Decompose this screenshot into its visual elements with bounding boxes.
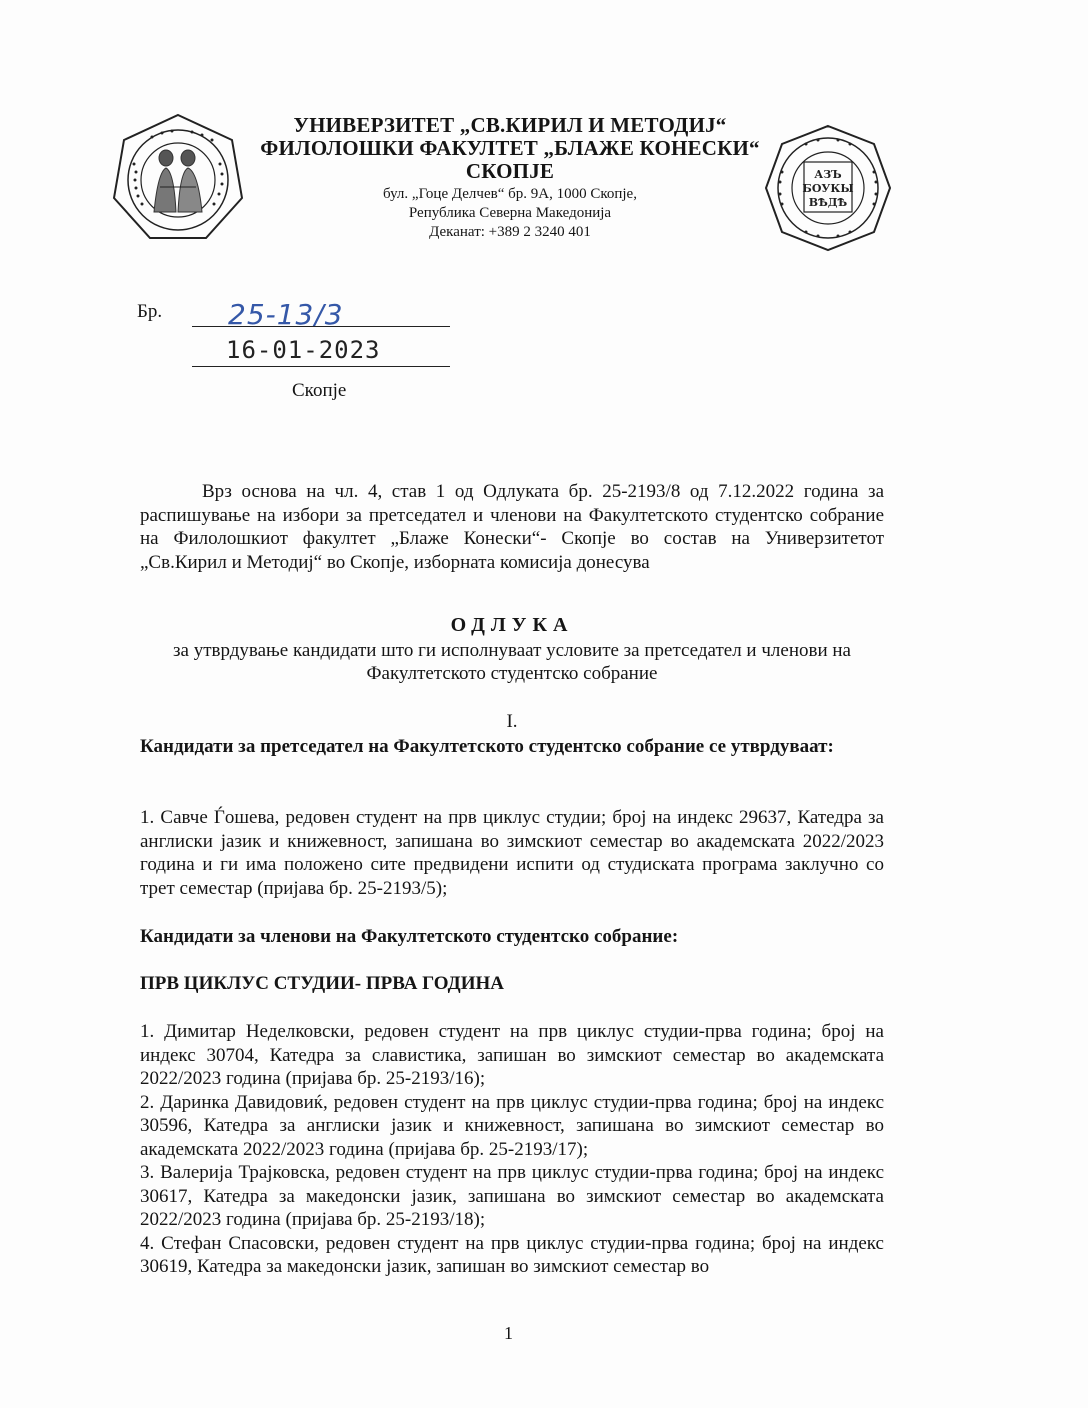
city-heading: СКОПЈЕ (465, 159, 555, 183)
list-item: 4. Стефан Спасовски, редовен студент на прв циклус студии-прва година; број на индекс 30619, Катедра за македонски јазик, запишан во зимскиот семестар во (140, 1232, 884, 1277)
decision-title: ОДЛУКА (450, 614, 574, 636)
registration-date-stamp: 16-01-2023 (226, 336, 381, 364)
seal-text-1: АЗЪ (814, 168, 842, 181)
country-line: Република Северна Македонија (408, 205, 612, 221)
faculty-seal-logo (762, 122, 894, 254)
decision-subtitle: за утврдување кандидати што ги исполнуваат условите за претседател и членови на Факултетското студентско собрание (173, 640, 851, 684)
registration-label: Бр. (137, 301, 163, 322)
seal-text-3: ВѢДѢ (808, 196, 848, 209)
faculty-name: ФИЛОЛОШКИ ФАКУЛТЕТ „БЛАЖЕ КОНЕСКИ“ (260, 136, 760, 160)
members-list (140, 1020, 884, 1279)
list-item: 3. Валерија Трајковска, редовен студент на прв циклус студии-прва година; број на индекс 30617, Катедра за македонски јазик, запишана во зимскиот семестар во академската 2022/2023 година (пријава бр. 25-2193/18); (140, 1162, 884, 1230)
city-label: Скопје (292, 380, 347, 401)
president-heading: Кандидати за претседател на Факултетското студентско собрание се утврдуваат: (140, 736, 834, 757)
date-underline (192, 366, 450, 367)
year-heading: ПРВ ЦИКЛУС СТУДИИ- ПРВА ГОДИНА (140, 973, 504, 994)
list-item: 2. Даринка Давидовиќ, редовен студент на прв циклус студии-прва година; број на индекс 30596, Катедра за англиски јазик и книжевност, запишана во зимскиот семестар во академската 2022/2023 година (пријава бр. 25-2193/17); (140, 1091, 884, 1160)
list-item: 1. Димитар Неделковски, редовен студент на прв циклус студии-прва година; број на индекс 30704, Катедра за славистика, запишан во зимскиот семестар во академската 2022/2023 година (пријава бр. 25-2193/16); (140, 1021, 884, 1089)
seal-text-2: БОУКЫ (802, 182, 854, 195)
address-line: бул. „Гоце Делчев“ бр. 9А, 1000 Скопје, (383, 186, 637, 202)
registration-underline (192, 326, 450, 327)
page-number: 1 (504, 1323, 513, 1343)
president-candidate: 1. Савче Ѓошева, редовен студент на прв циклус студии; број на индекс 29637, Катедра за англиски јазик и книжевност, запишана во зимскиот семестар во академската 2022/2023 година и ги има положено сите предвидени испити од студиската програма заклучно со трет семестар (пријава бр. 25-2193/5); (140, 807, 884, 899)
letterhead (230, 114, 790, 242)
university-seal-logo (112, 112, 244, 244)
members-heading: Кандидати за членови на Факултетското студентско собрание: (140, 926, 679, 947)
intro-paragraph: Врз основа на чл. 4, став 1 од Одлуката бр. 25-2193/8 од 7.12.2022 година за распишување на избори за претседател и членови на Факултетското студентско собрание на Филолошкиот факултет „Блаже Конески“- Скопје во состав на Универзитетот „Св.Кирил и Методиј“ во Скопје, изборната комисија донесува (140, 481, 884, 573)
section-numeral: I. (506, 711, 518, 732)
registration-number: 25-13/3 (228, 298, 344, 331)
phone-line: Деканат: +389 2 3240 401 (429, 224, 591, 240)
university-name: УНИВЕРЗИТЕТ „СВ.КИРИЛ И МЕТОДИЈ“ (293, 113, 727, 137)
